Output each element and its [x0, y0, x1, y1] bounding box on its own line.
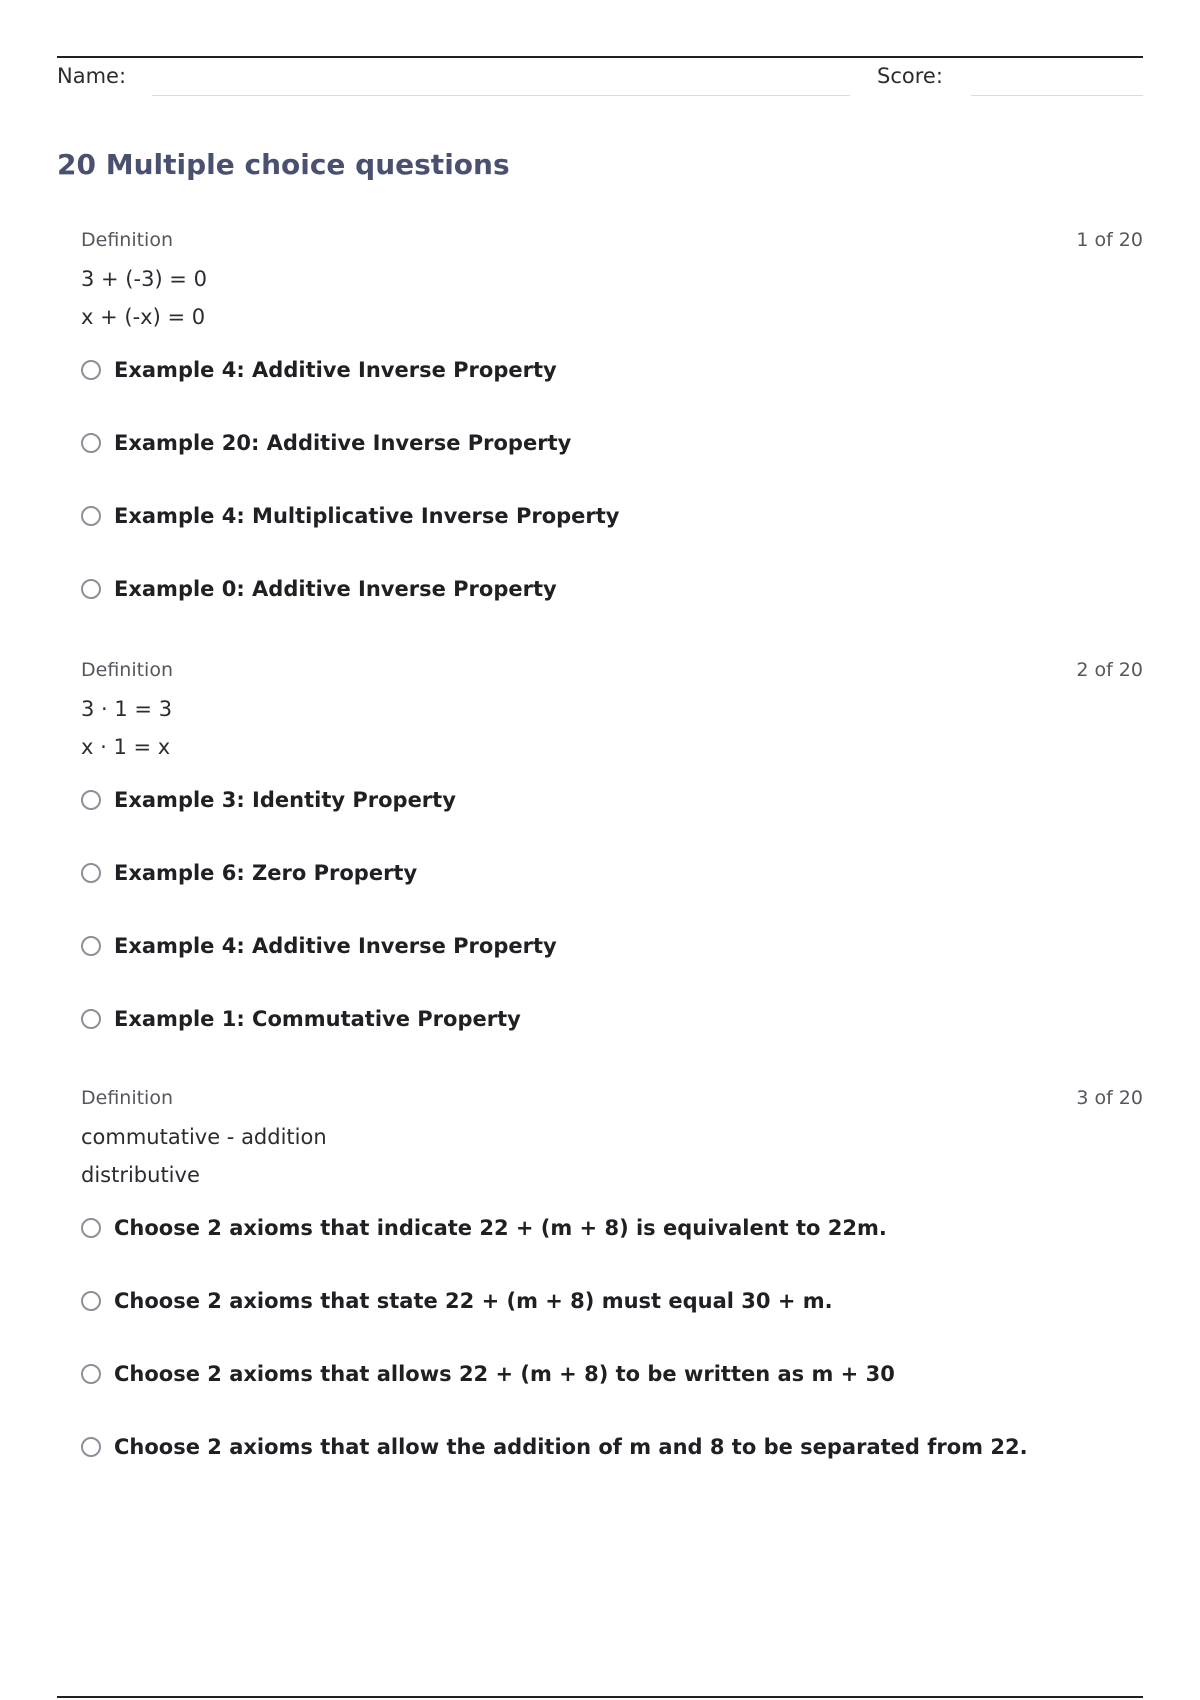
radio-button[interactable] — [81, 433, 101, 453]
radio-button[interactable] — [81, 360, 101, 380]
bottom-rule — [57, 1696, 1143, 1698]
question-counter: 3 of 20 — [1076, 1087, 1143, 1109]
radio-button[interactable] — [81, 863, 101, 883]
radio-button[interactable] — [81, 1291, 101, 1311]
answer-option[interactable] — [81, 931, 557, 961]
answer-option-label: Choose 2 axioms that indicate 22 + (m + 8) is equivalent to 22m. — [114, 1216, 887, 1240]
question-type-label: Definition — [81, 659, 174, 681]
answer-option[interactable] — [81, 428, 571, 458]
worksheet-page — [57, 0, 1143, 1700]
answer-option-label: Example 0: Additive Inverse Property — [114, 577, 557, 601]
score-label: Score: — [877, 64, 943, 88]
radio-button[interactable] — [81, 1218, 101, 1238]
answer-option-label: Example 6: Zero Property — [114, 861, 418, 885]
name-field-line — [152, 95, 850, 96]
definition-line: commutative - addition — [81, 1125, 327, 1149]
answer-option-label: Choose 2 axioms that allows 22 + (m + 8) to be written as m + 30 — [114, 1362, 895, 1386]
answer-option[interactable] — [81, 1359, 895, 1389]
answer-option[interactable] — [81, 1004, 521, 1034]
answer-option[interactable] — [81, 1286, 833, 1316]
section-title: 20 Multiple choice questions — [57, 148, 510, 181]
radio-button[interactable] — [81, 1364, 101, 1384]
answer-option-label: Choose 2 axioms that allow the addition of m and 8 to be separated from 22. — [114, 1435, 1028, 1459]
answer-option[interactable] — [81, 501, 620, 531]
definition-line: distributive — [81, 1163, 200, 1187]
answer-option-label: Example 4: Additive Inverse Property — [114, 358, 557, 382]
radio-button[interactable] — [81, 506, 101, 526]
name-label: Name: — [57, 64, 127, 88]
answer-option[interactable] — [81, 355, 557, 385]
question-2 — [81, 659, 1143, 1049]
definition-line: 3 · 1 = 3 — [81, 697, 173, 721]
question-counter: 1 of 20 — [1076, 229, 1143, 251]
answer-option[interactable] — [81, 574, 557, 604]
score-field-line — [971, 95, 1143, 96]
definition-line: x + (-x) = 0 — [81, 305, 206, 329]
answer-option-label: Example 4: Multiplicative Inverse Property — [114, 504, 620, 528]
answer-option-label: Example 20: Additive Inverse Property — [114, 431, 572, 455]
question-3 — [81, 1087, 1143, 1477]
radio-button[interactable] — [81, 579, 101, 599]
radio-button[interactable] — [81, 790, 101, 810]
answer-option-label: Example 4: Additive Inverse Property — [114, 934, 557, 958]
answer-option[interactable] — [81, 858, 417, 888]
radio-button[interactable] — [81, 936, 101, 956]
answer-option-label: Example 3: Identity Property — [114, 788, 456, 812]
answer-option-label: Choose 2 axioms that state 22 + (m + 8) must equal 30 + m. — [114, 1289, 833, 1313]
radio-button[interactable] — [81, 1009, 101, 1029]
question-counter: 2 of 20 — [1076, 659, 1143, 681]
answer-option[interactable] — [81, 785, 456, 815]
question-type-label: Definition — [81, 1087, 174, 1109]
answer-option[interactable] — [81, 1213, 887, 1243]
radio-button[interactable] — [81, 1437, 101, 1457]
definition-line: 3 + (-3) = 0 — [81, 267, 207, 291]
answer-option[interactable] — [81, 1432, 1028, 1462]
definition-line: x · 1 = x — [81, 735, 171, 759]
answer-option-label: Example 1: Commutative Property — [114, 1007, 521, 1031]
question-type-label: Definition — [81, 229, 174, 251]
question-1 — [81, 229, 1143, 619]
header-row — [57, 58, 1143, 98]
